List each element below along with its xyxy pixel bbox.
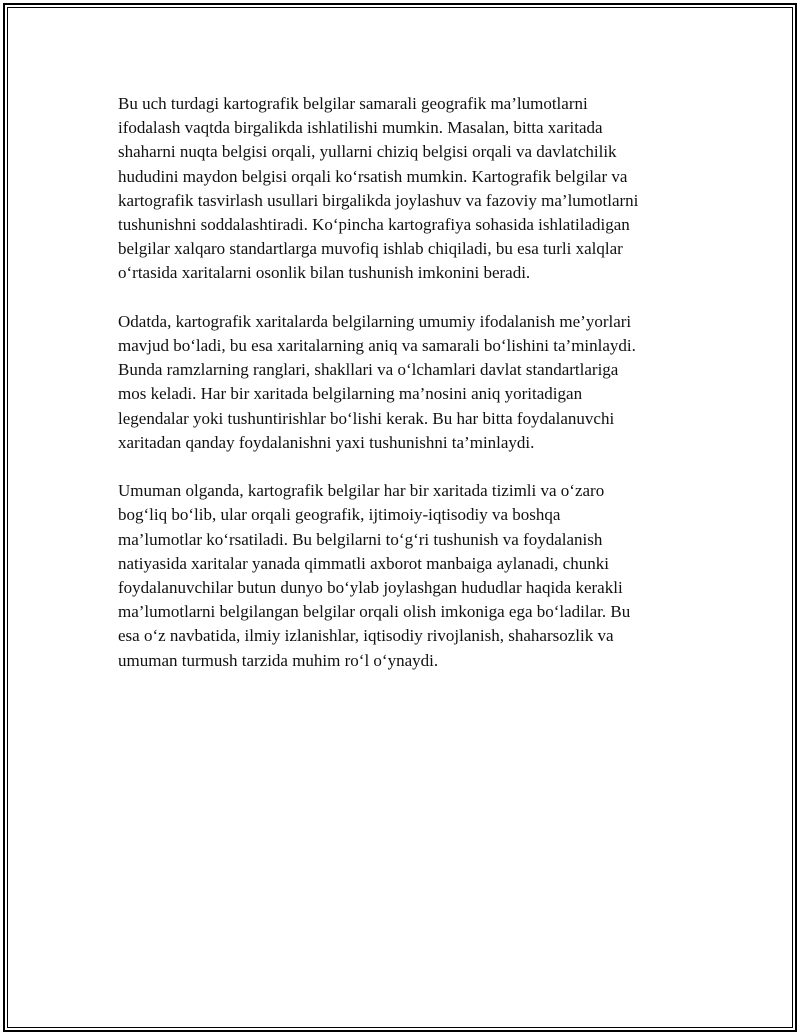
text-line: belgilar xalqaro standartlarga muvofiq ishlab chiqiladi, bu esa turli xalqlar [118,239,623,259]
text-line: kartografik tasvirlash usullari birgalikda joylashuv va fazoviy ma’lumotlarni [118,190,639,210]
text-line: o‘rtasida xaritalarni osonlik bilan tushunish imkonini beradi. [118,263,531,283]
text-line: esa o‘z navbatida, ilmiy izlanishlar, iqtisodiy rivojlanish, shaharsozlik va [118,626,614,646]
paragraph-1 [118,92,692,286]
paragraph-3 [118,479,692,673]
text-line: hududini maydon belgisi orqali ko‘rsatish mumkin. Kartografik belgilar va [118,166,628,186]
document-body [118,92,692,697]
text-line: tushunishni soddalashtiradi. Ko‘pincha kartografiya sohasida ishlatiladigan [118,215,630,235]
text-line: Odatda, kartografik xaritalarda belgilarning umumiy ifodalanish me’yorlari [118,311,632,331]
text-line: xaritadan qanday foydalanishni yaxi tushunishni ta’minlaydi. [118,432,535,452]
text-line: shaharni nuqta belgisi orqali, yullarni chiziq belgisi orqali va davlatchilik [118,142,617,162]
text-line: ma’lumotlar ko‘rsatiladi. Bu belgilarni to‘g‘ri tushunish va foydalanish [118,529,603,549]
text-line: natiyasida xaritalar yanada qimmatli axborot manbaiga aylanadi, chunki [118,553,609,573]
text-line: mos keladi. Har bir xaritada belgilarning ma’nosini aniq yoritadigan [118,384,583,404]
text-line: mavjud bo‘ladi, bu esa xaritalarning aniq va samarali bo‘lishini ta’minlaydi. [118,336,636,356]
text-line: Umuman olganda, kartografik belgilar har bir xaritada tizimli va o‘zaro [118,481,605,501]
text-line: Bu uch turdagi kartografik belgilar samarali geografik ma’lumotlarni [118,94,588,113]
text-line: legendalar yoki tushuntirishlar bo‘lishi kerak. Bu har bitta foydalanuvchi [118,408,615,428]
text-line: bog‘liq bo‘lib, ular orqali geografik, ijtimoiy-iqtisodiy va boshqa [118,505,561,525]
text-line: ifodalash vaqtda birgalikda ishlatilishi mumkin. Masalan, bitta xaritada [118,118,603,138]
text-line: ma’lumotlarni belgilangan belgilar orqali olish imkoniga ega bo‘ladilar. Bu [118,602,631,622]
text-line: Bunda ramzlarning ranglari, shakllari va o‘lchamlari davlat standartlariga [118,360,619,380]
paragraph-2 [118,310,692,455]
text-line: umuman turmush tarzida muhim ro‘l o‘ynaydi. [118,650,439,670]
text-line: foydalanuvchilar butun dunyo bo‘ylab joylashgan hududlar haqida kerakli [118,578,623,598]
